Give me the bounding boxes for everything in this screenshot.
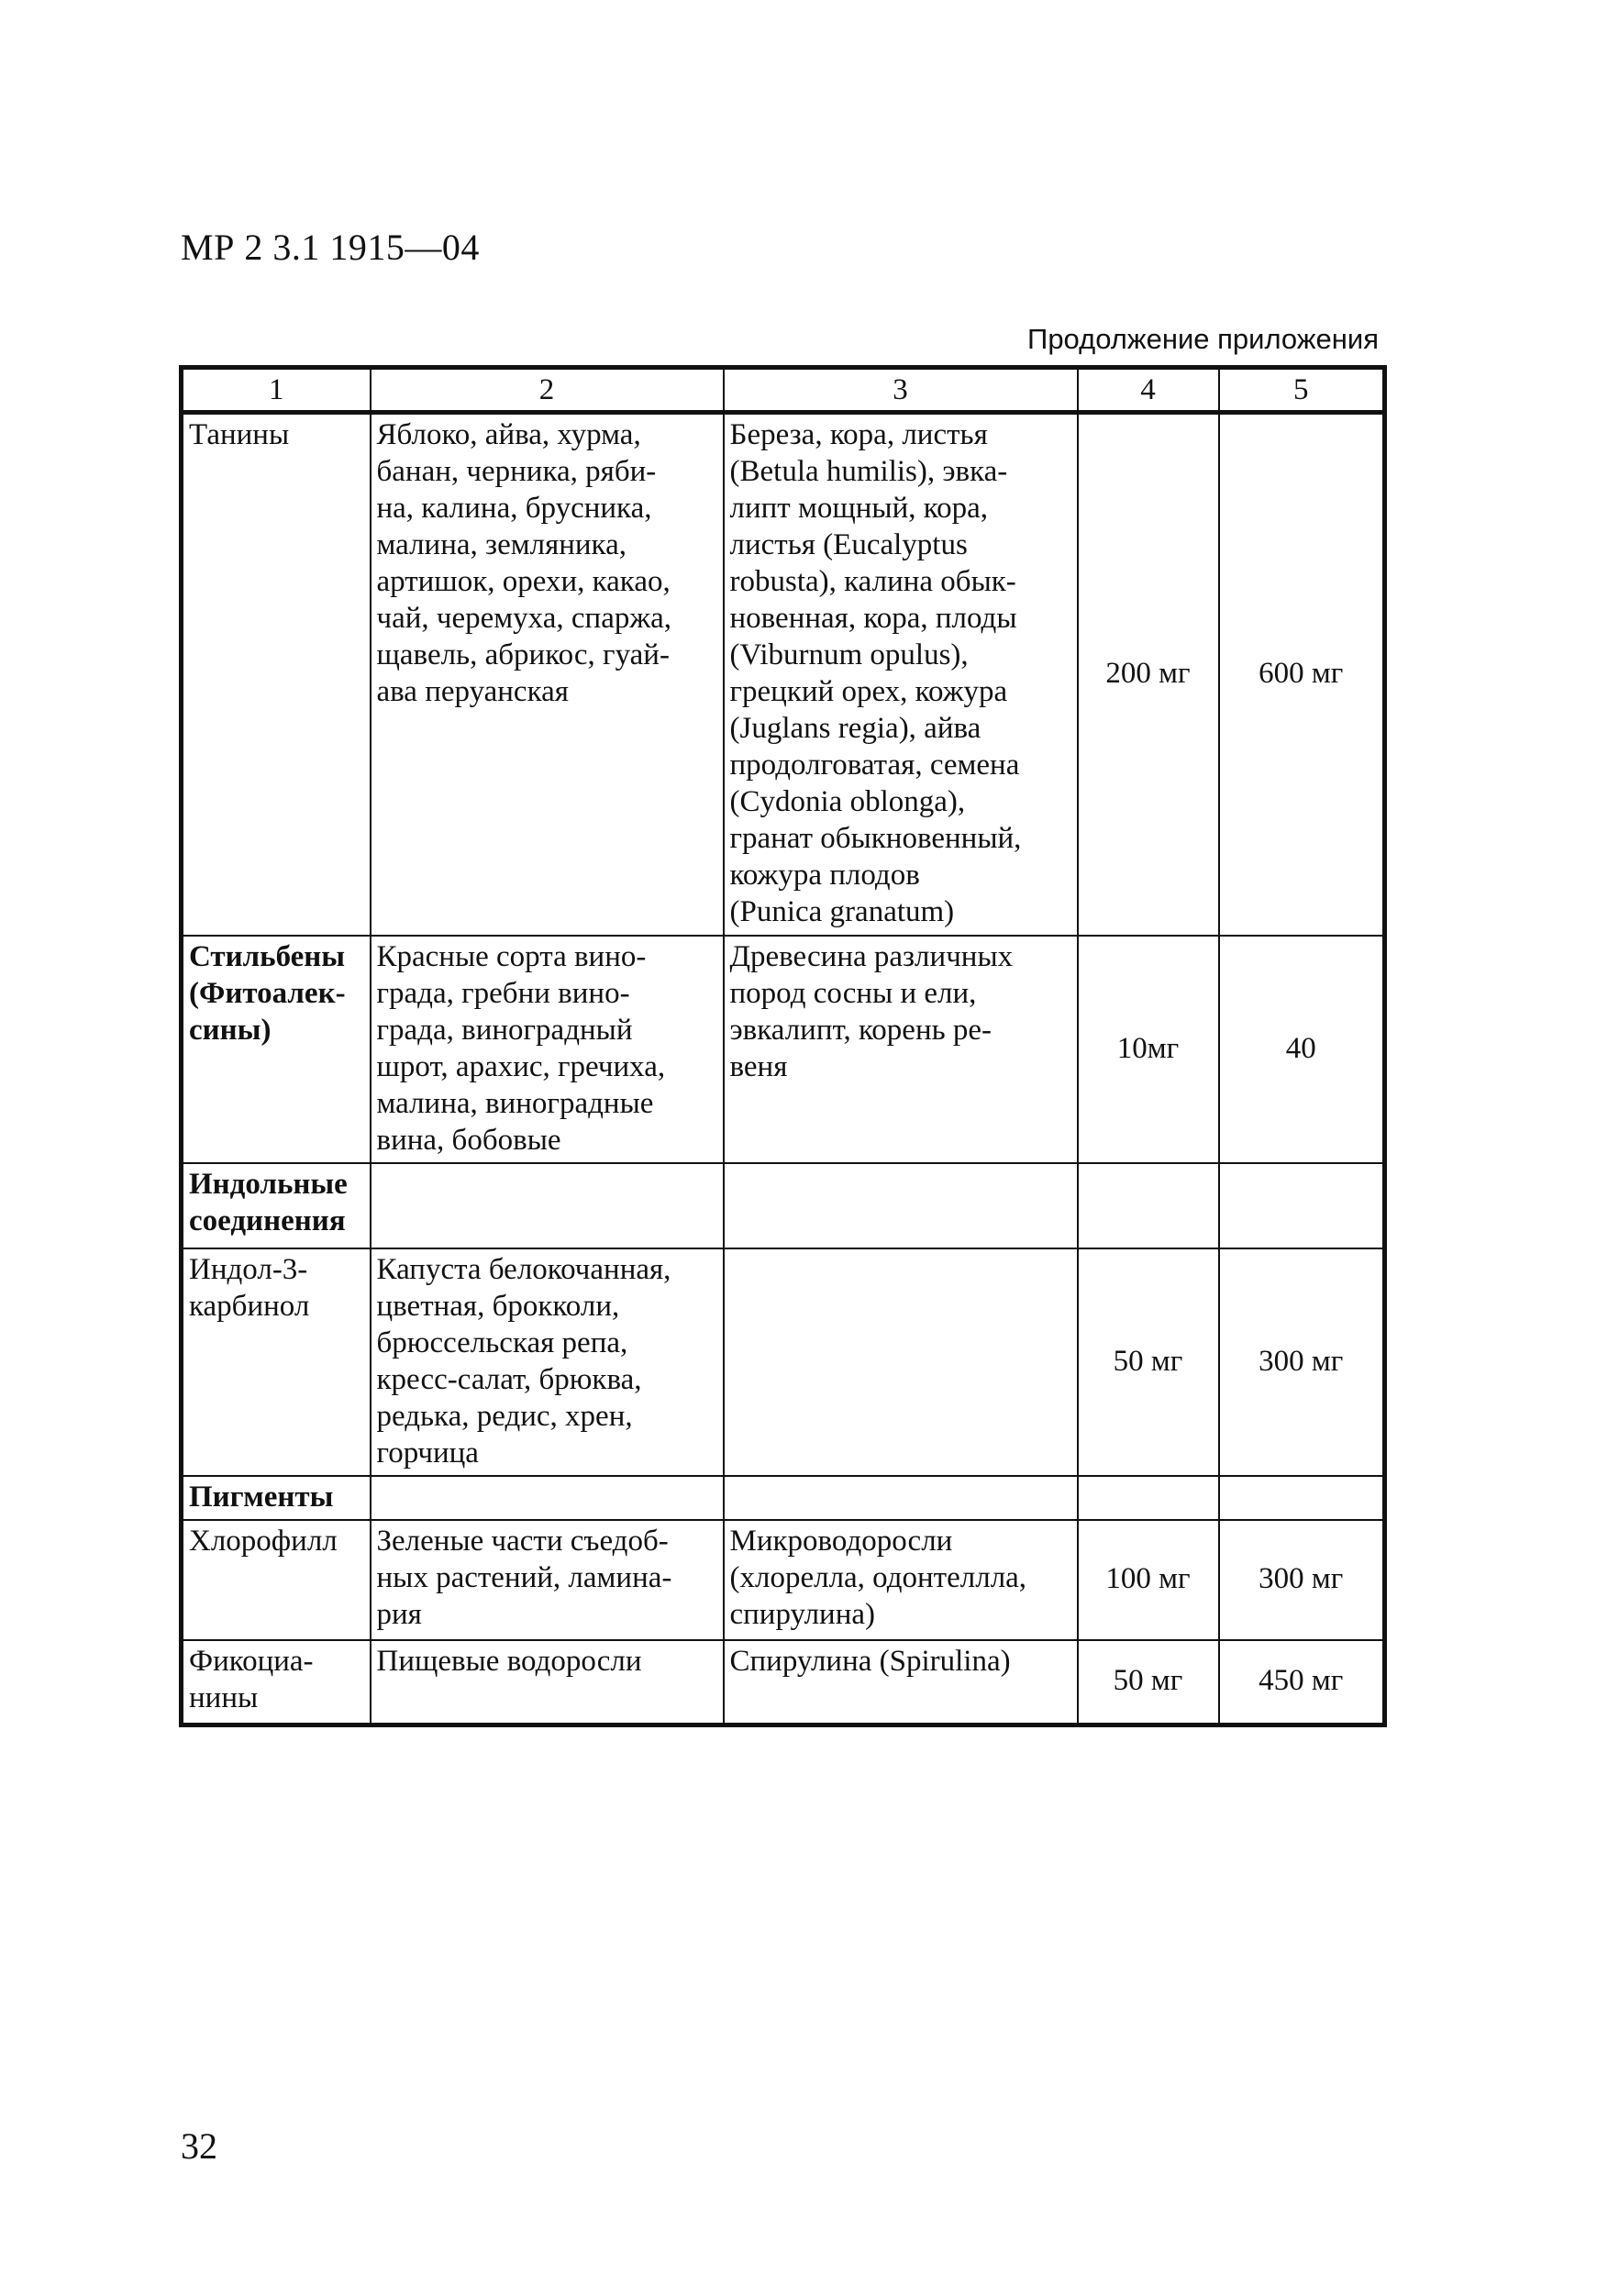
cell-text-line: Зеленые части съедоб- (376, 1524, 669, 1558)
adequate-dose-cell: 10мг (1078, 936, 1219, 1163)
cell-text-line: Фикоциа- (189, 1644, 314, 1678)
compound-name-cell (182, 1476, 371, 1520)
cell-text-line: продолговатая, семена (729, 749, 1020, 782)
appendix-table-body (182, 368, 1385, 1725)
cell-text-line: ава перуанская (376, 675, 569, 708)
plant-sources-cell (724, 1248, 1078, 1476)
table-row (182, 936, 1385, 1163)
cell-text-line: Спирулина (Spirulina) (729, 1644, 1011, 1678)
cell-text-line: горчица (376, 1436, 479, 1470)
column-number-5: 5 (1219, 368, 1385, 413)
cell-text-line: гранат обыкновенный, (729, 822, 1022, 855)
cell-text-line: малина, земляника, (376, 528, 627, 561)
adequate-dose-cell: 50 мг (1078, 1640, 1219, 1725)
cell-text-line: Пищевые водоросли (376, 1644, 642, 1678)
compound-name-cell (182, 936, 371, 1163)
compound-name-cell (182, 1163, 371, 1248)
plant-sources-cell (724, 413, 1078, 936)
cell-text-line: рия (376, 1597, 422, 1631)
cell-text-line: новенная, кора, плоды (729, 602, 1017, 635)
adequate-dose-cell (1078, 1476, 1219, 1520)
cell-text-line: Индол-3- (189, 1252, 308, 1286)
appendix-caption: Продолжение приложения (1027, 323, 1379, 355)
cell-text-line: щавель, абрикос, гуай- (376, 638, 670, 671)
food-sources-cell (371, 1476, 724, 1520)
food-sources-cell (371, 1248, 724, 1476)
cell-text-line: веня (729, 1049, 788, 1083)
table-row (182, 1520, 1385, 1640)
cell-text-line: Береза, кора, листья (729, 418, 988, 451)
cell-text-line: кресс-салат, брюква, (376, 1362, 642, 1396)
cell-text-line: Пигменты (189, 1480, 334, 1514)
cell-text-line: цветная, брокколи, (376, 1289, 620, 1323)
upper-dose-cell: 450 мг (1219, 1640, 1385, 1725)
cell-text-line: (Cydonia oblonga), (729, 785, 966, 818)
cell-text-line: липт мощный, кора, (729, 492, 988, 525)
appendix-table (179, 365, 1387, 1727)
cell-text-line: Древесина различных (729, 939, 1014, 973)
upper-dose-cell: 300 мг (1219, 1520, 1385, 1640)
column-number-2: 2 (371, 368, 724, 413)
table-row (182, 413, 1385, 936)
plant-sources-cell (724, 936, 1078, 1163)
cell-text-line: чай, черемуха, спаржа, (376, 602, 672, 635)
cell-text-line: (Juglans regia), айва (729, 712, 981, 745)
column-numbers-row (182, 368, 1385, 413)
cell-text-line: Микроводоросли (729, 1524, 953, 1558)
cell-text-line: шрот, арахис, гречиха, (376, 1049, 666, 1083)
cell-text-line: Танины (189, 418, 290, 451)
cell-text-line: ных растений, ламина- (376, 1560, 672, 1594)
plant-sources-cell (724, 1163, 1078, 1248)
document-code: МР 2 3.1 1915—04 (181, 227, 480, 268)
cell-text-line: кожура плодов (729, 859, 920, 892)
food-sources-cell (371, 413, 724, 936)
upper-dose-cell: 300 мг (1219, 1248, 1385, 1476)
cell-text-line: (Punica granatum) (729, 895, 955, 928)
page-number: 32 (181, 2125, 217, 2167)
cell-text-line: эвкалипт, корень ре- (729, 1013, 992, 1047)
cell-text-line: града, виноградный (376, 1013, 633, 1047)
food-sources-cell (371, 1163, 724, 1248)
cell-text-line: Капуста белокочанная, (376, 1252, 671, 1286)
table-row (182, 1248, 1385, 1476)
food-sources-cell (371, 1520, 724, 1640)
upper-dose-cell: 600 мг (1219, 413, 1385, 936)
cell-text-line: банан, черника, ряби- (376, 455, 657, 488)
cell-text-line: Хлорофилл (189, 1524, 338, 1558)
column-number-4: 4 (1078, 368, 1219, 413)
cell-text-line: robusta), калина обык- (729, 565, 1016, 598)
cell-text-line: пород сосны и ели, (729, 976, 977, 1010)
cell-text-line: артишок, орехи, какао, (376, 565, 671, 598)
cell-text-line: сины) (189, 1013, 272, 1047)
cell-text-line: Яблоко, айва, хурма, (376, 418, 641, 451)
cell-text-line: Стильбены (189, 939, 346, 973)
cell-text-line: вина, бобовые (376, 1123, 561, 1157)
compound-name-cell (182, 1640, 371, 1725)
upper-dose-cell (1219, 1476, 1385, 1520)
cell-text-line: града, гребни вино- (376, 976, 630, 1010)
compound-name-cell (182, 1248, 371, 1476)
cell-text-line: редька, редис, хрен, (376, 1399, 633, 1433)
cell-text-line: карбинол (189, 1289, 310, 1323)
adequate-dose-cell: 50 мг (1078, 1248, 1219, 1476)
cell-text-line: брюссельская репа, (376, 1325, 628, 1359)
table-row (182, 1640, 1385, 1725)
cell-text-line: соединения (189, 1203, 346, 1237)
plant-sources-cell (724, 1476, 1078, 1520)
cell-text-line: нины (189, 1680, 259, 1714)
upper-dose-cell (1219, 1163, 1385, 1248)
compound-name-cell (182, 1520, 371, 1640)
compound-name-cell (182, 413, 371, 936)
cell-text-line: малина, виноградные (376, 1086, 654, 1120)
column-number-3: 3 (724, 368, 1078, 413)
food-sources-cell (371, 936, 724, 1163)
cell-text-line: (хлорелла, одонтеллла, (729, 1560, 1027, 1594)
cell-text-line: (Фитоалек- (189, 976, 346, 1010)
food-sources-cell (371, 1640, 724, 1725)
adequate-dose-cell: 100 мг (1078, 1520, 1219, 1640)
cell-text-line: Красные сорта вино- (376, 939, 647, 973)
cell-text-line: спирулина) (729, 1597, 876, 1631)
plant-sources-cell (724, 1520, 1078, 1640)
adequate-dose-cell: 200 мг (1078, 413, 1219, 936)
column-number-1: 1 (182, 368, 371, 413)
cell-text-line: (Viburnum opulus), (729, 638, 969, 671)
adequate-dose-cell (1078, 1163, 1219, 1248)
cell-text-line: (Betula humilis), эвка- (729, 455, 1008, 488)
cell-text-line: Индольные (189, 1167, 348, 1201)
upper-dose-cell: 40 (1219, 936, 1385, 1163)
cell-text-line: листья (Eucalyptus (729, 528, 968, 561)
table-row (182, 1163, 1385, 1248)
table-row (182, 1476, 1385, 1520)
cell-text-line: грецкий орех, кожура (729, 675, 1008, 708)
plant-sources-cell (724, 1640, 1078, 1725)
cell-text-line: на, калина, брусника, (376, 492, 652, 525)
